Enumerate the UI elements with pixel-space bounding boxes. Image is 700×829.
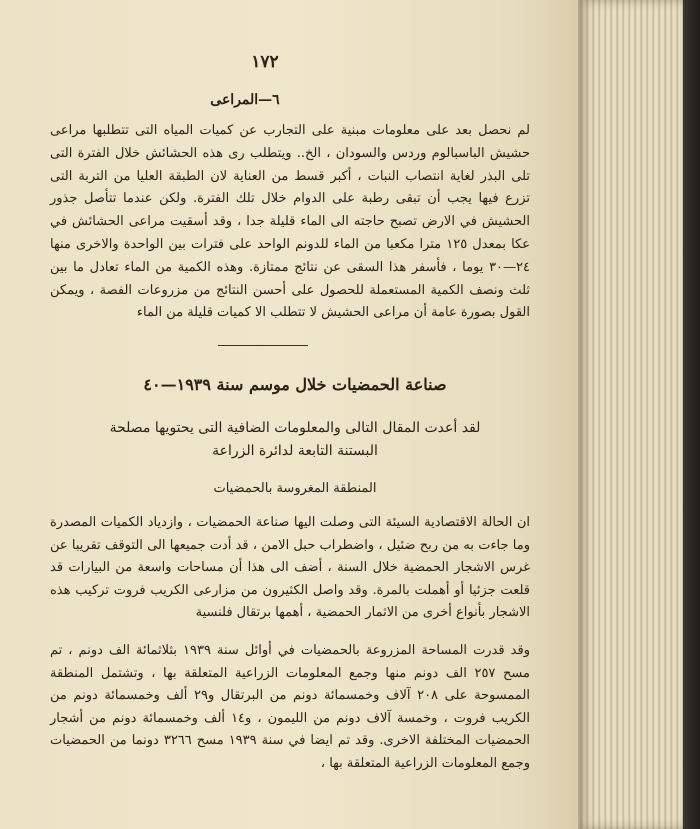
intro-line-1: لقد أعدت المقال التالى والمعلومات الضافية التى يحتويها مصلحة: [109, 420, 481, 436]
paragraph-pastures: لم نحصل بعد على معلومات مبنية على التجارب عن كميات المياه التى تتطلبها مراعى حشيش الباسبالوم وردس والسودان ، الخ.. ويتطلب رى هذه الحشائش خلال الفترة التى تلى البذر لغاية انتصاب النبات ، أكبر قسط من العناية لان الطبقة العليا من التربة التى تزرع فيها يجب أن تبقى رطبة على الدوام خلال تلك الفترة. ولكن عندما تتأصل جذور الحشيش في الارض تصبح حاجته الى الماء قليلة جدا ، وقد أسقيت مراعى الحشائش في عكا بمعدل ١٢٥ مترا مكعبا من الماء للدونم الواحد على فترات بين الواحدة والاخرى منها ٢٤—٣٠ يوما ، فأسفر هذا السقى عن نتائج ممتازة. وهذه الكمية من الماء تعادل ما بين ثلث ونصف الكمية المستعملة للحصول على أحسن النتائج من مزروعات الفصة ، ويمكن القول بصورة عامة أن مراعى الحشيش لا تتطلب الا كميات قليلة من الماء: [50, 123, 530, 321]
section-heading: ٦—المراعى: [210, 92, 280, 108]
section-divider: [218, 345, 308, 346]
paragraph-area-survey: وقد قدرت المساحة المزروعة بالحمضيات في أوائل سنة ١٩٣٩ بثلاثمائة الف دونم ، تم مسح ٢٥٧ الف دونم منها وجمع المعلومات الزراعية المتعلقة بها ، وتشتمل المنطقة الممسوحة على ٢٠٨ آلاف وخمسمائة دونم من البرتقال و٢٩ ألف وخمسمائة دونم من الكريب فروت ، وخمسة آلاف دونم من الليمون ، و١٤ ألف وخمسمائة دونم من أشجار الحمضيات المختلفة الاخرى. وقد تم ايضا في سنة ١٩٣٩ مسح ٣٢٦٦ دونما من الحمضيات وجمع المعلومات الزراعية المتعلقة بها ،: [50, 643, 531, 771]
intro-line-2: البستنة التابعة لدائرة الزراعة: [212, 443, 378, 459]
article-title: صناعة الحمضيات خلال موسم سنة ١٩٣٩—٤٠: [143, 375, 447, 394]
subheading-citrus-area: المنطقة المغروسة بالحمضيات: [213, 481, 377, 496]
book-cover-edge: [683, 0, 700, 829]
paragraph-economic-situation: ان الحالة الاقتصادية السيئة التى وصلت اليها صناعة الحمضيات ، وازدياد الكميات المصدرة وما جاءت به من ربح ضئيل ، واضطراب حبل الامن ، قد أدت جميعها الى التوقف تقريبا عن غرس الاشجار الحمضية خلال السنة ، أضف الى هذا أن مساحات واسعة من البيارات قد قلعت جزئيا أو أهملت بالمرة. وقد واصل الكثيرون من مزارعى الكريب فروت تركيب هذه الاشجار بأنواع أخرى من الاثمار الحمضية ، أهمها برتقال فلنسية: [50, 515, 530, 620]
page-edges: [578, 0, 683, 829]
page-number: ١٧٢: [251, 52, 279, 72]
